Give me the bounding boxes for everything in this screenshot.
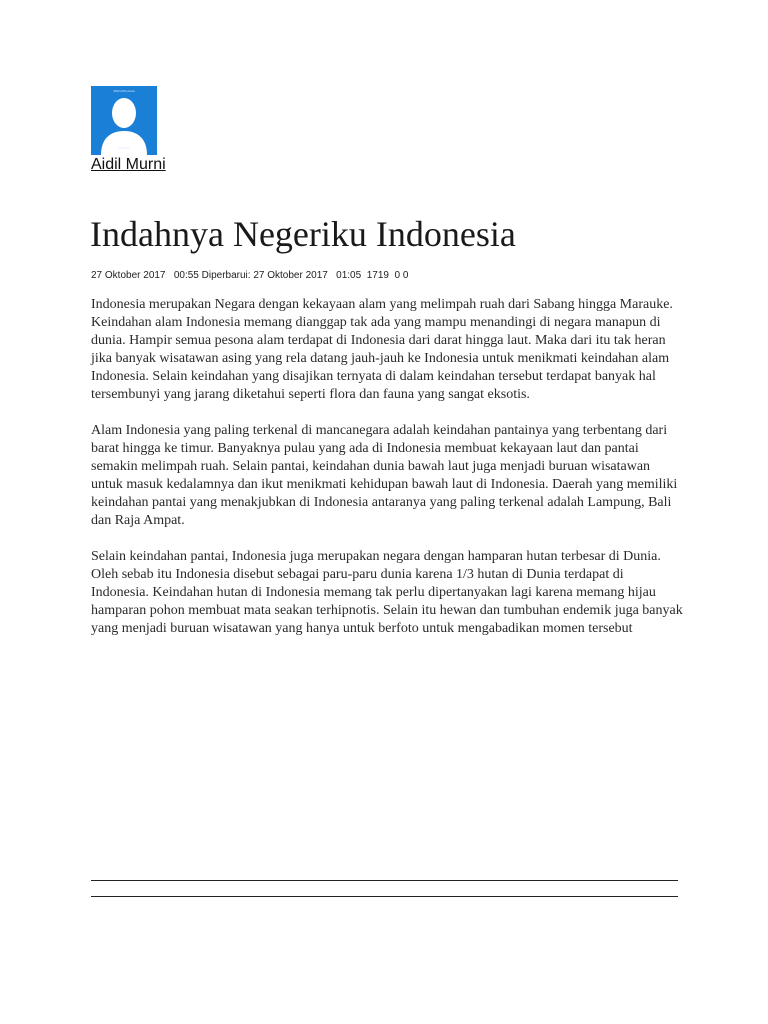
author-avatar[interactable] [91,86,157,155]
footer-divider-bottom [91,896,678,897]
user-silhouette-icon [91,86,157,155]
paragraph-3: Selain keindahan pantai, Indonesia juga merupakan negara dengan hamparan hutan terbesar di Dunia. Oleh sebab itu Indonesia disebut sebagai paru-paru dunia karena 1/3 hutan di Dunia terdapat di Indonesia. Keindahan hutan di Indonesia memang tak perlu dipertanyakan lagi karena memang hijau hamparan pohon membuat mata seakan terhipnotis. Selain itu hewan dan tumbuhan endemik juga banyak yang menjadi buruan wisatawan yang hanya untuk berfoto untuk mengabadikan momen tersebut [91,549,683,636]
footer-divider-top [91,880,678,881]
avatar-caption-top: 200x200 pixel [113,89,135,93]
paragraph-1: Indonesia merupakan Negara dengan kekayaan alam yang melimpah ruah dari Sabang hingga Marauke. Keindahan alam Indonesia memang dianggap tak ada yang mampu menandingi di negara manapun di dunia. Hampir semua pesona alam terdapat di Indonesia dari darat hingga laut. Maka dari itu tak heran jika banyak wisatawan asing yang rela datang jauh-jauh ke Indonesia untuk menikmati keindahan alam Indonesia. Selain keindahan yang disajikan ternyata di dalam keindahan tersebut terdapat banyak hal tersembunyi yang jarang diketahui seperti flora dan fauna yang sangat eksotis. [91,297,673,402]
author-name-link[interactable]: Aidil Murni [91,156,166,173]
article-meta: 27 Oktober 2017 00:55 Diperbarui: 27 Oktober 2017 01:05 1719 0 0 [91,270,409,281]
article-body [91,296,685,656]
paragraph-2: Alam Indonesia yang paling terkenal di mancanegara adalah keindahan pantainya yang terbentang dari barat hingga ke timur. Banyaknya pulau yang ada di Indonesia membuat kekayaan laut dan pantai semakin melimpah ruah. Selain pantai, keindahan dunia bawah laut juga menjadi buruan wisatawan untuk masuk kedalamnya dan ikut menikmati kehidupan bawah laut di Indonesia. Daerah yang memiliki keindahan pantai yang menakjubkan di Indonesia antaranya yang paling terkenal adalah Lampung, Bali dan Raja Ampat. [91,423,678,528]
article-title: Indahnya Negeriku Indonesia [90,214,516,254]
avatar-caption-bottom: Ilustrasi [118,146,130,150]
